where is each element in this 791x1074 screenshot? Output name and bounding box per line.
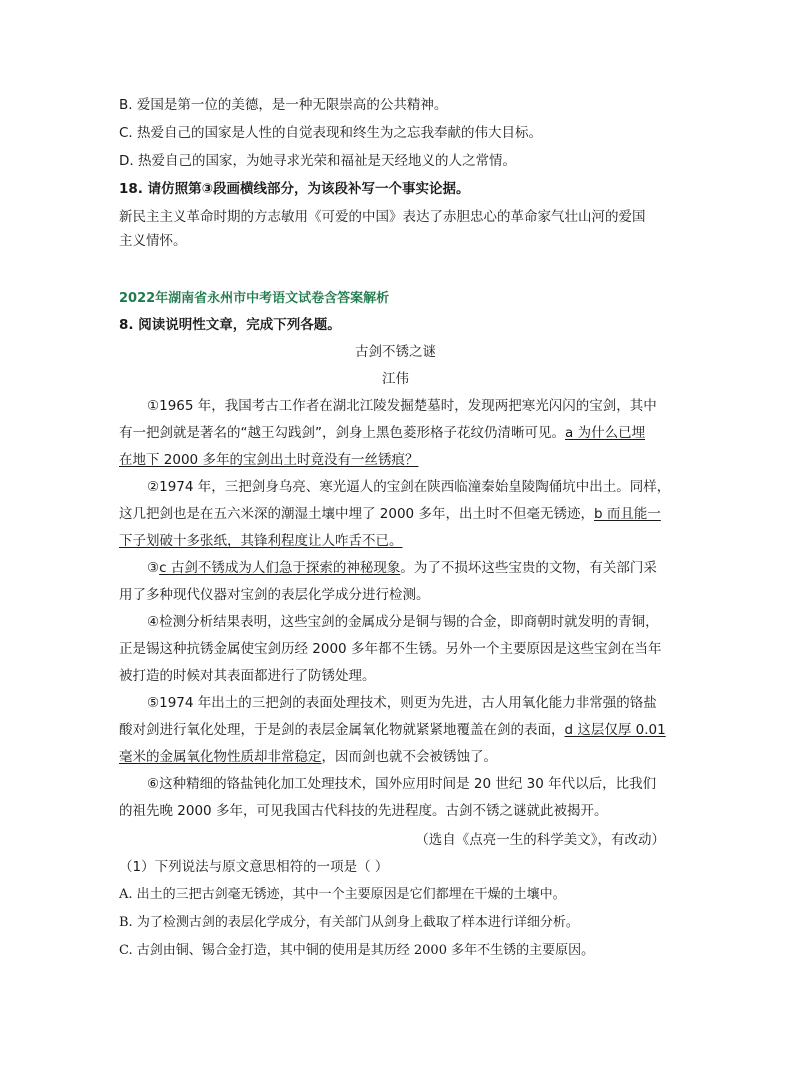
question-18: 18. 请仿照第③段画横线部分，为该段补写一个事实论据。 xyxy=(119,181,470,197)
paragraph-6-line-2: 的祖先晚 2000 多年，可见我国古代科技的先进程度。古剑不锈之谜就此被揭开。 xyxy=(119,803,608,819)
paragraph-5-line-3: 毫米的金属氧化物性质却非常稳定，因而剑也就不会被锈蚀了。 xyxy=(119,749,497,765)
underline-b: b 而且能一 xyxy=(593,506,661,522)
paragraph-2-line-2: 这几把剑也是在五六米深的潮湿土壤中埋了 2000 多年，出土时不但毫无锈迹，b 而且能一 xyxy=(119,506,661,522)
sub-option-b: B. 为了检测古剑的表层化学成分，有关部门从剑身上截取了样本进行详细分析。 xyxy=(119,915,579,930)
paragraph-2-line-3: 下子划破十多张纸，其锋利程度让人咋舌不已。 xyxy=(119,533,403,549)
question-8: 8. 阅读说明性文章，完成下列各题。 xyxy=(119,317,341,333)
paragraph-4-line-1: ④检测分析结果表明，这些宝剑的金属成分是铜与锡的合金，即商朝时就发明的青铜， xyxy=(147,614,659,630)
paragraph-4-line-3: 被打造的时候对其表面都进行了防锈处理。 xyxy=(119,668,376,684)
paragraph-5-line-1: ⑤1974 年出土的三把剑的表面处理技术，则更为先进，古人用氧化能力非常强的铬盐 xyxy=(147,695,657,711)
option-b: B. 爱国是第一位的美德，是一种无限崇高的公共精神。 xyxy=(119,97,448,113)
citation: （选自《点亮一生的科学美文》，有改动） xyxy=(415,832,665,848)
paragraph-2-line-1: ②1974 年，三把剑身乌亮、寒光逼人的宝剑在陕西临潼秦始皇陵陶俑坑中出土。同样， xyxy=(147,479,671,495)
paragraph-6-line-1: ⑥这种精细的铬盐钝化加工处理技术，国外应用时间是 20 世纪 30 年代以后，比我们 xyxy=(147,776,657,792)
paragraph-1-line-2: 有一把剑就是著名的“越王勾践剑”，剑身上黑色菱形格子花纹仍清晰可见。a 为什么已埋 xyxy=(119,425,646,441)
option-d: D. 热爱自己的国家，为她寻求光荣和福祉是天经地义的人之常情。 xyxy=(119,153,516,169)
underline-d: d 这层仅厚 0.01 xyxy=(564,722,666,738)
paragraph-3-line-1: ③c 古剑不锈成为人们急于探索的神秘现象。为了不损坏这些宝贵的文物，有关部门采 xyxy=(147,560,657,576)
underline-c: c 古剑不锈成为人们急于探索的神秘现象 xyxy=(159,560,401,576)
paragraph-4-line-2: 正是锡这种抗锈金属使宝剑历经 2000 多年都不生锈。另外一个主要原因是这些宝剑在当年 xyxy=(119,641,662,657)
paragraph-5-line-2: 酸对剑进行氧化处理，于是剑的表层金属氧化物就紧紧地覆盖在剑的表面，d 这层仅厚 0.01 xyxy=(119,722,666,738)
sub-option-a: A. 出土的三把古剑毫无锈迹，其中一个主要原因是它们都埋在干燥的土壤中。 xyxy=(119,887,566,902)
option-c: C. 热爱自己的国家是人性的自觉表现和终生为之忘我奉献的伟大目标。 xyxy=(119,125,543,141)
paragraph-3-line-2: 用了多种现代仪器对宝剑的表层化学成分进行检测。 xyxy=(119,587,430,603)
sub-question-1: （1）下列说法与原文意思相符的一项是（ ） xyxy=(119,859,389,875)
sub-option-c: C. 古剑由铜、锡合金打造，其中铜的使用是其历经 2000 多年不生锈的主要原因。 xyxy=(119,943,595,958)
paragraph-1-line-3: 在地下 2000 多年的宝剑出土时竟没有一丝锈痕？ xyxy=(119,452,419,468)
answer-line-1: 新民主主义革命时期的方志敏用《可爱的中国》表达了赤胆忠心的革命家气壮山河的爱国 xyxy=(119,209,646,225)
article-author: 江伟 xyxy=(382,371,409,387)
underline-a: a 为什么已埋 xyxy=(565,425,646,441)
answer-line-2: 主义情怀。 xyxy=(119,233,187,249)
paragraph-1-line-1: ①1965 年，我国考古工作者在湖北江陵发掘楚墓时，发现两把寒光闪闪的宝剑，其中 xyxy=(147,398,657,414)
source-title: 2022年湖南省永州市中考语文试卷含答案解析 xyxy=(119,291,390,306)
article-title: 古剑不锈之谜 xyxy=(355,344,436,360)
